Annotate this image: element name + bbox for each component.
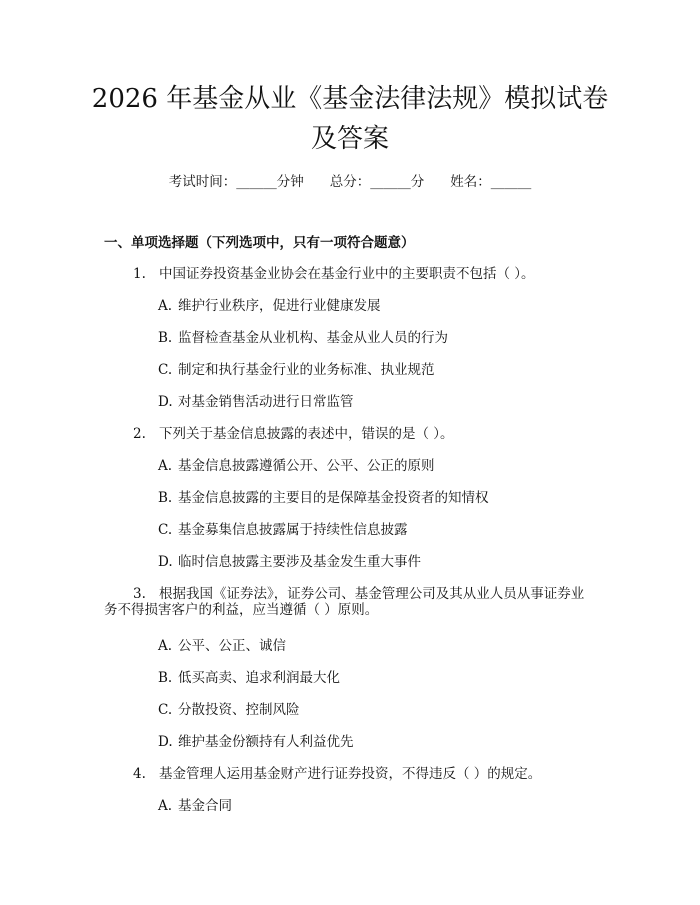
option-1c <box>158 358 435 378</box>
option-2b <box>158 486 489 506</box>
option-3a <box>158 634 286 654</box>
exam-time-label: 考试时间：______分钟 <box>168 174 304 190</box>
option-letter: D. <box>158 734 173 750</box>
option-1b <box>158 326 448 346</box>
option-4a <box>158 794 232 814</box>
page-title-continued: 及答案 <box>310 124 389 154</box>
option-1d <box>158 390 354 410</box>
option-text: 基金合同 <box>178 798 232 814</box>
option-letter: B. <box>158 670 173 686</box>
question-3-continued: 务不得损害客户的利益，应当遵循（ ）原则。 <box>104 602 379 618</box>
option-1a <box>158 294 381 314</box>
option-3c <box>158 698 300 718</box>
option-letter: D. <box>158 394 173 410</box>
option-letter: C. <box>158 702 173 718</box>
option-letter: B. <box>158 490 173 506</box>
question-text: 下列关于基金信息披露的表述中，错误的是（ ）。 <box>159 426 454 442</box>
option-text: 维护基金份额持有人利益优先 <box>178 734 354 750</box>
option-3b <box>158 666 340 686</box>
option-letter: B. <box>158 330 173 346</box>
question-4 <box>133 762 541 782</box>
option-text: 维护行业秩序，促进行业健康发展 <box>178 298 381 314</box>
exam-meta <box>0 170 700 190</box>
option-text: 监督检查基金从业机构、基金从业人员的行为 <box>178 330 448 346</box>
option-text: 基金信息披露的主要目的是保障基金投资者的知情权 <box>178 490 489 506</box>
option-2d <box>158 550 421 570</box>
option-letter: A. <box>158 798 173 814</box>
page-title: 2026 年基金从业《基金法律法规》模拟试卷 <box>91 84 609 114</box>
option-text: 分散投资、控制风险 <box>178 702 300 718</box>
option-text: 制定和执行基金行业的业务标准、执业规范 <box>178 362 435 378</box>
question-1 <box>133 262 535 282</box>
option-text: 低买高卖、追求利润最大化 <box>178 670 340 686</box>
section-heading: 一、单项选择题（下列选项中，只有一项符合题意） <box>104 235 415 251</box>
exam-name-label: 姓名：______ <box>450 174 532 190</box>
question-number: 2. <box>133 426 146 442</box>
question-text: 中国证券投资基金业协会在基金行业中的主要职责不包括（ ）。 <box>159 266 535 282</box>
option-text: 公平、公正、诚信 <box>178 638 286 654</box>
option-letter: A. <box>158 458 173 474</box>
option-letter: C. <box>158 522 173 538</box>
exam-score-label: 总分：______分 <box>329 174 425 190</box>
question-number: 1. <box>133 266 146 282</box>
option-text: 临时信息披露主要涉及基金发生重大事件 <box>178 554 421 570</box>
option-letter: D. <box>158 554 173 570</box>
question-text: 根据我国《证券法》，证券公司、基金管理公司及其从业人员从事证券业 <box>159 586 585 602</box>
option-text: 基金信息披露遵循公开、公平、公正的原则 <box>178 458 435 474</box>
option-2a <box>158 454 435 474</box>
question-text: 基金管理人运用基金财产进行证券投资，不得违反（ ）的规定。 <box>159 766 542 782</box>
option-letter: A. <box>158 638 173 654</box>
option-text: 对基金销售活动进行日常监管 <box>178 394 354 410</box>
option-letter: C. <box>158 362 173 378</box>
question-2 <box>133 422 454 442</box>
question-number: 3. <box>133 586 146 602</box>
option-2c <box>158 518 408 538</box>
option-text: 基金募集信息披露属于持续性信息披露 <box>178 522 408 538</box>
question-number: 4. <box>133 766 146 782</box>
option-3d <box>158 730 354 750</box>
option-letter: A. <box>158 298 173 314</box>
